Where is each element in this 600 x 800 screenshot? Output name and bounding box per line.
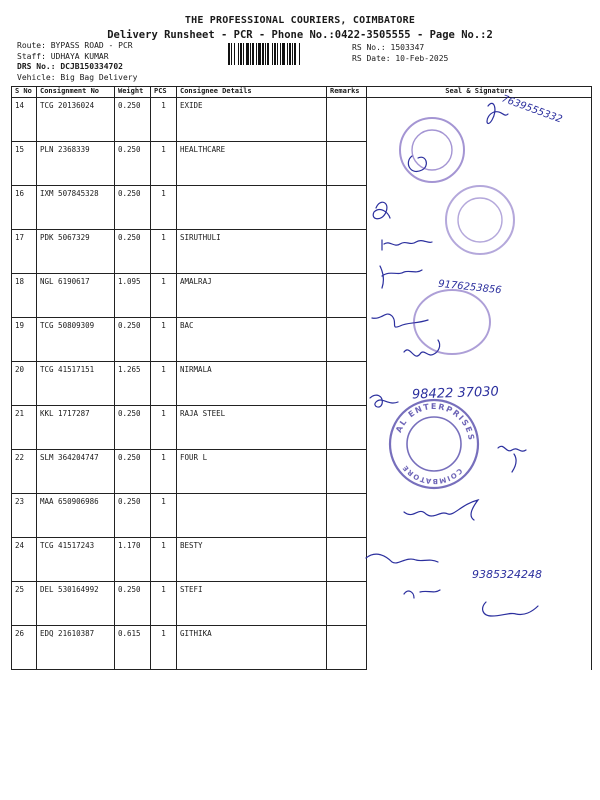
col-remarks: Remarks bbox=[327, 87, 367, 98]
cell-seal-signature bbox=[367, 318, 592, 362]
cell-remarks bbox=[327, 186, 367, 230]
table-row bbox=[12, 450, 592, 494]
cell-seal-signature bbox=[367, 538, 592, 582]
cell-weight: 0.250 bbox=[115, 98, 151, 142]
cell-remarks bbox=[327, 98, 367, 142]
cell-seal-signature bbox=[367, 494, 592, 538]
cell-consignee: BAC bbox=[177, 318, 327, 362]
cell-sno: 24 bbox=[12, 538, 37, 582]
cell-seal-signature bbox=[367, 582, 592, 626]
cell-sno: 21 bbox=[12, 406, 37, 450]
cell-consignee: FOUR L bbox=[177, 450, 327, 494]
cell-weight: 1.095 bbox=[115, 274, 151, 318]
cell-consignment: TCG 20136024 bbox=[37, 98, 115, 142]
table-row bbox=[12, 186, 592, 230]
cell-pcs: 1 bbox=[151, 230, 177, 274]
col-seal-signature: Seal & Signature bbox=[367, 87, 592, 98]
cell-weight: 0.250 bbox=[115, 406, 151, 450]
cell-sno: 14 bbox=[12, 98, 37, 142]
cell-weight: 0.615 bbox=[115, 626, 151, 670]
cell-weight: 1.170 bbox=[115, 538, 151, 582]
runsheet-info-right bbox=[352, 42, 448, 64]
route-line: Route: BYPASS ROAD - PCR bbox=[17, 41, 133, 50]
cell-pcs: 1 bbox=[151, 186, 177, 230]
cell-remarks bbox=[327, 318, 367, 362]
handwritten-phone-4: 9385324248 bbox=[472, 568, 542, 581]
cell-consignment: TCG 50809309 bbox=[37, 318, 115, 362]
handwritten-phone-1: 7639555332 bbox=[500, 93, 564, 126]
cell-consignee: AMALRAJ bbox=[177, 274, 327, 318]
table-row bbox=[12, 538, 592, 582]
runsheet-table bbox=[11, 86, 592, 670]
table-row bbox=[12, 274, 592, 318]
cell-pcs: 1 bbox=[151, 142, 177, 186]
cell-weight: 0.250 bbox=[115, 582, 151, 626]
cell-consignee: BESTY bbox=[177, 538, 327, 582]
cell-pcs: 1 bbox=[151, 626, 177, 670]
cell-sno: 16 bbox=[12, 186, 37, 230]
stamp-city-text: COIMBATORE bbox=[400, 463, 464, 486]
cell-pcs: 1 bbox=[151, 538, 177, 582]
cell-remarks bbox=[327, 274, 367, 318]
table-row bbox=[12, 142, 592, 186]
table-row bbox=[12, 230, 592, 274]
cell-pcs: 1 bbox=[151, 406, 177, 450]
cell-seal-signature bbox=[367, 186, 592, 230]
stamp-company-text: AL ENTERPRISES bbox=[394, 401, 477, 442]
cell-sno: 20 bbox=[12, 362, 37, 406]
cell-remarks bbox=[327, 450, 367, 494]
cell-remarks bbox=[327, 494, 367, 538]
cell-consignee: NIRMALA bbox=[177, 362, 327, 406]
cell-weight: 0.250 bbox=[115, 186, 151, 230]
cell-weight: 0.250 bbox=[115, 450, 151, 494]
staff-line: Staff: UDHAYA KUMAR bbox=[17, 51, 109, 61]
cell-consignment: PLN 2368339 bbox=[37, 142, 115, 186]
cell-consignment: DEL 530164992 bbox=[37, 582, 115, 626]
col-consignee: Consignee Details bbox=[177, 87, 327, 98]
cell-consignee: STEFI bbox=[177, 582, 327, 626]
cell-consignment: IXM 507845328 bbox=[37, 186, 115, 230]
cell-sno: 15 bbox=[12, 142, 37, 186]
cell-pcs: 1 bbox=[151, 362, 177, 406]
cell-seal-signature bbox=[367, 98, 592, 142]
cell-pcs: 1 bbox=[151, 494, 177, 538]
document-title: THE PROFESSIONAL COURIERS, COIMBATORE bbox=[184, 15, 416, 26]
cell-sno: 19 bbox=[12, 318, 37, 362]
cell-pcs: 1 bbox=[151, 98, 177, 142]
cell-consignment: KKL 1717287 bbox=[37, 406, 115, 450]
table-row bbox=[12, 362, 592, 406]
col-pcs: PCS bbox=[151, 87, 177, 98]
cell-consignee bbox=[177, 186, 327, 230]
cell-remarks bbox=[327, 362, 367, 406]
cell-seal-signature bbox=[367, 450, 592, 494]
cell-remarks bbox=[327, 582, 367, 626]
cell-consignment: EDQ 21610387 bbox=[37, 626, 115, 670]
cell-remarks bbox=[327, 406, 367, 450]
cell-weight: 0.250 bbox=[115, 142, 151, 186]
cell-weight: 0.250 bbox=[115, 230, 151, 274]
cell-seal-signature bbox=[367, 274, 592, 318]
barcode bbox=[228, 43, 340, 65]
runsheet-info-left bbox=[17, 41, 137, 83]
rs-number: RS No.: 1503347 bbox=[352, 43, 425, 52]
cell-remarks bbox=[327, 230, 367, 274]
cell-consignee: GITHIKA bbox=[177, 626, 327, 670]
cell-remarks bbox=[327, 626, 367, 670]
cell-sno: 18 bbox=[12, 274, 37, 318]
cell-remarks bbox=[327, 538, 367, 582]
table-row bbox=[12, 494, 592, 538]
cell-remarks bbox=[327, 142, 367, 186]
cell-sno: 25 bbox=[12, 582, 37, 626]
cell-seal-signature bbox=[367, 626, 592, 670]
cell-pcs: 1 bbox=[151, 582, 177, 626]
cell-consignment: PDK 5067329 bbox=[37, 230, 115, 274]
col-weight: Weight bbox=[115, 87, 151, 98]
cell-sno: 23 bbox=[12, 494, 37, 538]
cell-consignee: HEALTHCARE bbox=[177, 142, 327, 186]
cell-sno: 26 bbox=[12, 626, 37, 670]
table-row bbox=[12, 406, 592, 450]
cell-sno: 17 bbox=[12, 230, 37, 274]
vehicle-line: Vehicle: Big Bag Delivery bbox=[17, 72, 138, 82]
cell-pcs: 1 bbox=[151, 318, 177, 362]
cell-weight: 1.265 bbox=[115, 362, 151, 406]
cell-weight: 0.250 bbox=[115, 494, 151, 538]
document-subtitle: Delivery Runsheet - PCR - Phone No.:0422-3505555 - Page No.:2 bbox=[107, 29, 493, 41]
cell-seal-signature bbox=[367, 230, 592, 274]
cell-consignment: MAA 650906986 bbox=[37, 494, 115, 538]
cell-pcs: 1 bbox=[151, 450, 177, 494]
cell-consignment: NGL 6190617 bbox=[37, 274, 115, 318]
handwritten-phone-3: 98422 37030 bbox=[411, 384, 500, 403]
table-header-row bbox=[12, 87, 592, 98]
col-consignment: Consignment No bbox=[37, 87, 115, 98]
cell-consignment: TCG 41517151 bbox=[37, 362, 115, 406]
table-row bbox=[12, 318, 592, 362]
cell-consignee: EXIDE bbox=[177, 98, 327, 142]
cell-seal-signature bbox=[367, 406, 592, 450]
cell-consignee bbox=[177, 494, 327, 538]
cell-pcs: 1 bbox=[151, 274, 177, 318]
cell-consignment: SLM 364204747 bbox=[37, 450, 115, 494]
cell-consignment: TCG 41517243 bbox=[37, 538, 115, 582]
cell-seal-signature bbox=[367, 362, 592, 406]
handwritten-phone-2: 9176253856 bbox=[437, 278, 503, 297]
col-sno: S No bbox=[12, 87, 37, 98]
cell-seal-signature bbox=[367, 142, 592, 186]
rs-date: RS Date: 10-Feb-2025 bbox=[352, 54, 449, 63]
cell-consignee: RAJA STEEL bbox=[177, 406, 327, 450]
cell-consignee: SIRUTHULI bbox=[177, 230, 327, 274]
table-row bbox=[12, 582, 592, 626]
cell-weight: 0.250 bbox=[115, 318, 151, 362]
table-row bbox=[12, 98, 592, 142]
cell-sno: 22 bbox=[12, 450, 37, 494]
drs-line: DRS No.: DCJB150334702 bbox=[17, 62, 123, 71]
table-row bbox=[12, 626, 592, 670]
